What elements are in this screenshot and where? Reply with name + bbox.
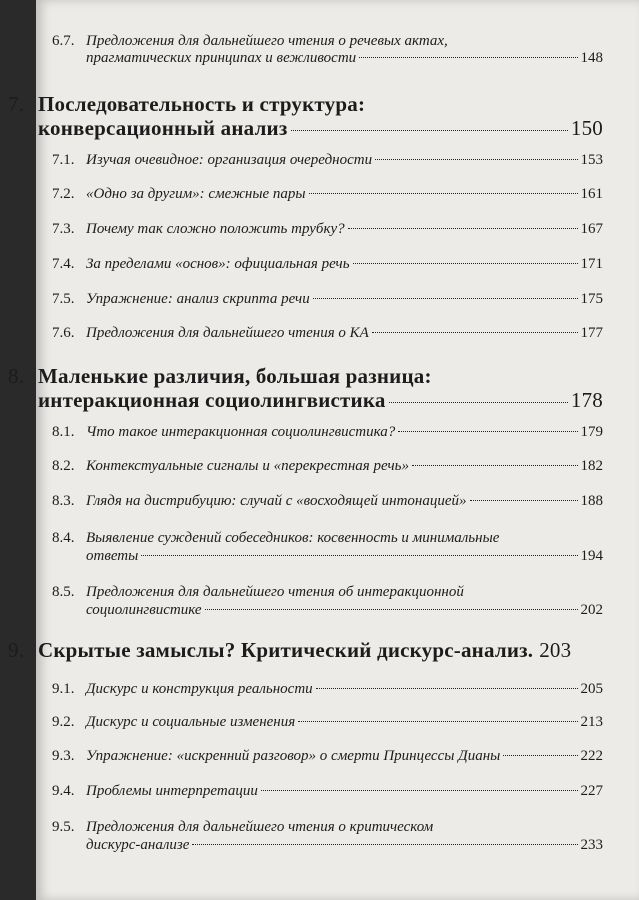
dot-leader (389, 402, 568, 403)
entry-number: 8.5. (52, 584, 75, 600)
entry-number: 7.4. (52, 256, 75, 272)
entry-page: 202 (580, 602, 603, 618)
entry-number: 9.4. (52, 783, 75, 799)
dot-leader (313, 298, 578, 299)
dot-leader (298, 721, 577, 722)
entry-title-cont: прагматических принципах и вежливости (86, 50, 357, 66)
entry-page: 205 (580, 681, 603, 697)
entry-number: 9.5. (52, 819, 75, 835)
dot-leader (291, 130, 568, 131)
dot-leader (372, 332, 578, 333)
entry-number: 9.3. (52, 748, 75, 764)
toc-chapter-8-cont[interactable] (8, 388, 603, 413)
toc-chapter-8[interactable] (8, 364, 639, 389)
entry-page: 153 (580, 152, 603, 168)
toc-entry-9-3[interactable] (52, 748, 603, 765)
entry-page: 161 (580, 186, 603, 202)
dot-leader (309, 193, 578, 194)
toc-chapter-7[interactable] (8, 92, 639, 117)
toc-entry-9-4[interactable] (52, 783, 603, 800)
entry-page: 188 (580, 493, 603, 509)
entry-title: Предложения для дальнейшего чтения о речевых актах, (86, 33, 448, 49)
entry-title-cont: социолингвистике (86, 602, 202, 618)
entry-title: Проблемы интерпретации (86, 783, 258, 799)
toc-entry-8-1[interactable] (52, 424, 603, 441)
toc-entry-9-2[interactable] (52, 714, 603, 731)
toc-entry-8-4[interactable] (52, 530, 639, 547)
toc-entry-7-2[interactable] (52, 186, 603, 203)
entry-page: 175 (580, 291, 603, 307)
entry-page: 177 (580, 325, 603, 341)
toc-entry-6-7[interactable] (52, 33, 639, 50)
entry-number: 8.3. (52, 493, 75, 509)
entry-number: 7.1. (52, 152, 75, 168)
entry-title: Упражнение: «искренний разговор» о смерти Принцессы Дианы (86, 748, 501, 764)
entry-title: Глядя на дистрибуцию: случай с «восходящей интонацией» (86, 493, 467, 509)
chapter-number: 7. (8, 92, 25, 116)
entry-title: Изучая очевидное: организация очередности (86, 152, 373, 168)
toc-chapter-9[interactable] (8, 638, 603, 663)
entry-number: 6.7. (52, 33, 75, 49)
entry-title: Упражнение: анализ скрипта речи (86, 291, 310, 307)
entry-title-cont: ответы (86, 548, 139, 564)
entry-page: 213 (580, 714, 603, 730)
entry-number: 7.3. (52, 221, 75, 237)
entry-title: Дискурс и конструкция реальности (86, 681, 313, 697)
dot-leader (316, 688, 578, 689)
dot-leader (375, 159, 577, 160)
entry-page: 182 (580, 458, 603, 474)
dot-leader (470, 500, 578, 501)
entry-title: «Одно за другим»: смежные пары (86, 186, 306, 202)
book-page (8, 0, 639, 900)
entry-title: Дискурс и социальные изменения (86, 714, 296, 730)
entry-page: 233 (580, 837, 603, 853)
entry-title: Предложения для дальнейшего чтения о критическом (86, 819, 434, 835)
entry-page: 171 (580, 256, 603, 272)
entry-number: 7.5. (52, 291, 75, 307)
entry-number: 7.6. (52, 325, 75, 341)
toc-chapter-7-cont[interactable] (8, 116, 603, 141)
chapter-number: 9. (8, 638, 25, 662)
toc-entry-7-1[interactable] (52, 152, 603, 169)
entry-title: Почему так сложно положить трубку? (86, 221, 345, 237)
dot-leader (412, 465, 578, 466)
toc-entry-8-5[interactable] (52, 584, 639, 601)
chapter-title: Скрытые замыслы? Критический дискурс-анализ. (38, 638, 534, 662)
toc-entry-8-2[interactable] (52, 458, 603, 475)
toc-entry-9-5[interactable] (52, 819, 639, 836)
entry-title: Что такое интеракционная социолингвистика? (86, 424, 396, 440)
dot-leader (205, 609, 578, 610)
toc-entry-7-5[interactable] (52, 291, 603, 308)
dot-leader (261, 790, 578, 791)
dot-leader (348, 228, 578, 229)
entry-page: 179 (580, 424, 603, 440)
entry-title-cont: дискурс-анализе (86, 837, 190, 853)
chapter-page: 203 (539, 638, 572, 662)
entry-number: 9.1. (52, 681, 75, 697)
dot-leader (398, 431, 577, 432)
chapter-title: Маленькие различия, большая разница: (38, 364, 432, 388)
entry-number: 8.1. (52, 424, 75, 440)
entry-page: 227 (580, 783, 603, 799)
entry-number: 7.2. (52, 186, 75, 202)
entry-page: 222 (580, 748, 603, 764)
toc-entry-7-4[interactable] (52, 256, 603, 273)
entry-title: Выявление суждений собеседников: косвенность и минимальные (86, 530, 500, 546)
dot-leader (141, 555, 577, 556)
entry-number: 9.2. (52, 714, 75, 730)
chapter-page: 150 (570, 116, 603, 140)
toc-entry-9-5-cont[interactable] (52, 837, 603, 854)
entry-title: Предложения для дальнейшего чтения об интеракционной (86, 584, 464, 600)
chapter-title-cont: интеракционная социолингвистика (38, 388, 386, 412)
toc-entry-7-6[interactable] (52, 325, 603, 342)
entry-page: 167 (580, 221, 603, 237)
entry-title: Предложения для дальнейшего чтения о КА (86, 325, 369, 341)
toc-entry-9-1[interactable] (52, 681, 603, 698)
dot-leader (503, 755, 577, 756)
toc-entry-8-4-cont[interactable] (52, 548, 603, 565)
entry-title: За пределами «основ»: официальная речь (86, 256, 350, 272)
toc-entry-7-3[interactable] (52, 221, 603, 238)
entry-number: 8.4. (52, 530, 75, 546)
entry-page: 194 (580, 548, 603, 564)
toc-entry-8-5-cont[interactable] (52, 602, 603, 619)
chapter-title: Последовательность и структура: (38, 92, 366, 116)
dot-leader (359, 57, 577, 58)
entry-title: Контекстуальные сигналы и «перекрестная речь» (86, 458, 409, 474)
chapter-page: 178 (570, 388, 603, 412)
dot-leader (353, 263, 578, 264)
toc-entry-6-7-cont[interactable] (52, 50, 603, 67)
chapter-number: 8. (8, 364, 25, 388)
chapter-title-cont: конверсационный анализ (38, 116, 288, 140)
dot-leader (192, 844, 577, 845)
entry-page: 148 (580, 50, 603, 66)
toc-entry-8-3[interactable] (52, 493, 603, 510)
entry-number: 8.2. (52, 458, 75, 474)
